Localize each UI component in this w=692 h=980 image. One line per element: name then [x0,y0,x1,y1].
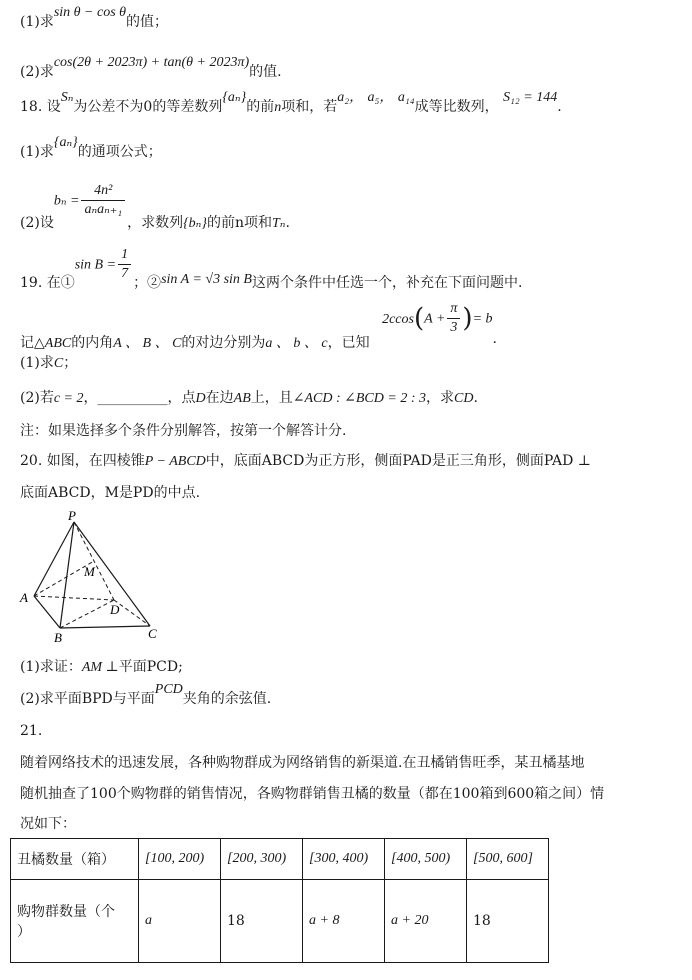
label: ，求数列 [127,214,184,231]
label: (2)设 [20,214,54,231]
label: 项和，若 [281,99,338,115]
denominator: 3 [450,320,458,335]
label: 的内角 [71,334,114,351]
label: (2)若 [20,390,54,406]
vertex-P-label: P [68,510,76,523]
label: 的对边分别为 [181,334,266,351]
math: PCD [154,682,183,697]
table-row [11,880,549,963]
header-cell: 丑橘数量（箱） [11,839,139,880]
math: S₁₂ = 144 [503,90,558,105]
label: ） [17,924,31,940]
q19-part1 [20,354,77,373]
label: 在边 [205,390,234,406]
q20-stem-line2: 底面ABCD，M是PD的中点. [20,485,201,501]
label: 购物群数量（个 [17,904,115,920]
q19-note: 注：如果选择多个条件分别解答，按第一个解答计分. [20,423,347,439]
q17-part2-expr: cos(2θ + 2023π) + tan(θ + 2023π) [53,55,250,70]
q19-part2 [20,389,478,408]
count-cell: a [139,880,221,963]
q18-stem [20,90,562,117]
segment-BD [60,600,114,628]
label: 的前n项和 [206,214,272,231]
label: 18. 设 [20,99,61,115]
denominator: 7 [121,266,129,281]
label: 20. 如图，在四棱锥 [20,453,145,469]
math: 2ccos [382,311,414,327]
count-cell: 18 [467,880,549,963]
q21-paragraph-line3: 况如下： [20,816,76,832]
label: (1)求证： [20,659,82,675]
label: 夹角的余弦值. [182,691,272,707]
q21-paragraph-line1: 随着网络技术的迅速发展，各种购物群成为网络销售的新渠道.在丑橘销售旺季，某丑橘基地 [20,755,585,771]
range-cell: [200, 300) [221,839,303,880]
label: 成等比数列， [414,99,499,115]
math: {aₙ} [53,135,78,150]
vertex-D-label: D [110,602,120,617]
count-cell: a + 8 [303,880,385,963]
label: 这两个条件中任选一个，补充在下面问题中. [251,274,523,291]
math: AM ⊥ [81,660,119,675]
label: (1)求 [20,355,54,371]
given-fraction [447,300,460,337]
range-cell: [400, 500) [385,839,467,880]
label: 记 [20,334,34,351]
math: CD [453,391,474,406]
edge-AD [34,596,114,600]
math: Sₙ [60,90,74,105]
edge-DC [114,600,150,626]
q19-conditions [20,246,523,291]
table-row [11,839,549,880]
vertex-A-label: A [20,590,28,605]
math: a 、 b 、 c [265,335,328,351]
bn-fraction [81,182,125,219]
label: . [285,214,290,231]
math: a₂， [337,90,364,105]
q18-part1 [20,135,162,162]
math: n [274,100,282,115]
math: sin A = √3 sin B [161,271,252,287]
label: ； [63,355,78,371]
label: 的值； [126,14,169,30]
count-cell: a + 20 [385,880,467,963]
label: (2)求 [20,64,54,80]
q21-number: 21. [20,723,43,739]
label: ；② [133,274,162,291]
q19-given [20,300,497,351]
math: c = 2 [53,391,84,406]
math: A 、 B 、 C [113,335,182,351]
edge-PD [74,522,114,600]
math: ∠ACD : ∠BCD = 2 : 3 [292,391,426,406]
label: 的值. [249,64,282,80]
math: a₁₄ [397,90,415,105]
label: (1)求 [20,14,54,30]
math: C [53,356,64,371]
label: 的通项公式； [77,144,162,160]
numerator: 4n² [81,182,125,201]
header-cell [11,880,139,963]
numerator: π [447,300,460,319]
label: . [473,390,478,406]
label: 上，且 [250,390,293,406]
edge-BC [60,626,150,628]
q17-part2 [20,55,282,82]
label: . [557,99,562,115]
label: 中，底面ABCD为正方形，侧面PAD是正三角形，侧面PAD ⊥ [205,453,591,469]
label: 为公差不为0的等差数列 [73,99,223,115]
range-cell: [500, 600] [467,839,549,880]
vertex-B-label: B [54,630,62,645]
edge-PB [60,522,74,628]
range-cell: [300, 400) [303,839,385,880]
numerator: 1 [118,246,131,265]
answer-blank: __________ [97,390,168,406]
q20-part1 [20,658,183,677]
q20-part2 [20,682,272,709]
q18-part2 [20,182,290,231]
math: D [195,391,206,406]
count-cell: 18 [221,880,303,963]
math: P − ABCD [144,454,206,469]
label: ， [83,390,98,406]
q17-part1 [20,5,169,32]
label: ，求 [425,390,454,406]
label: (1)求 [20,144,54,160]
sales-table [10,838,549,963]
vertex-C-label: C [148,626,157,641]
paren: ) [462,303,473,334]
edge-AB [34,596,60,628]
math: △ABC [34,335,72,351]
label: 19. 在① [20,274,75,291]
math: sin B = [74,257,117,273]
label: ，已知 [327,334,370,351]
label: . [492,330,497,347]
q20-stem-line1 [20,452,591,471]
math: bₙ = [53,193,80,209]
math: Tₙ [271,215,286,231]
math: {aₙ} [222,90,247,105]
math: {bₙ} [183,215,207,231]
math: = b [472,311,493,327]
math: AB [233,391,251,406]
pyramid-figure [14,510,194,650]
midpoint-M-label: M [84,564,95,579]
label: 平面PCD; [118,659,183,675]
label: 的前 [246,99,275,115]
denominator: aₙaₙ₊₁ [84,202,123,217]
math: a₅， [367,90,394,105]
label: (2)求平面BPD与平面 [20,691,155,707]
cond1-fraction [118,246,131,283]
q17-part1-expr: sin θ − cos θ [53,5,127,20]
paren: ( [413,303,425,334]
label: ，点 [167,390,196,406]
range-cell: [100, 200) [139,839,221,880]
q21-paragraph-line2: 随机抽查了100个购物群的销售情况，各购物群销售丑橘的数量（都在100箱到600箱之间）情 [20,786,605,802]
math: A + [424,311,446,327]
